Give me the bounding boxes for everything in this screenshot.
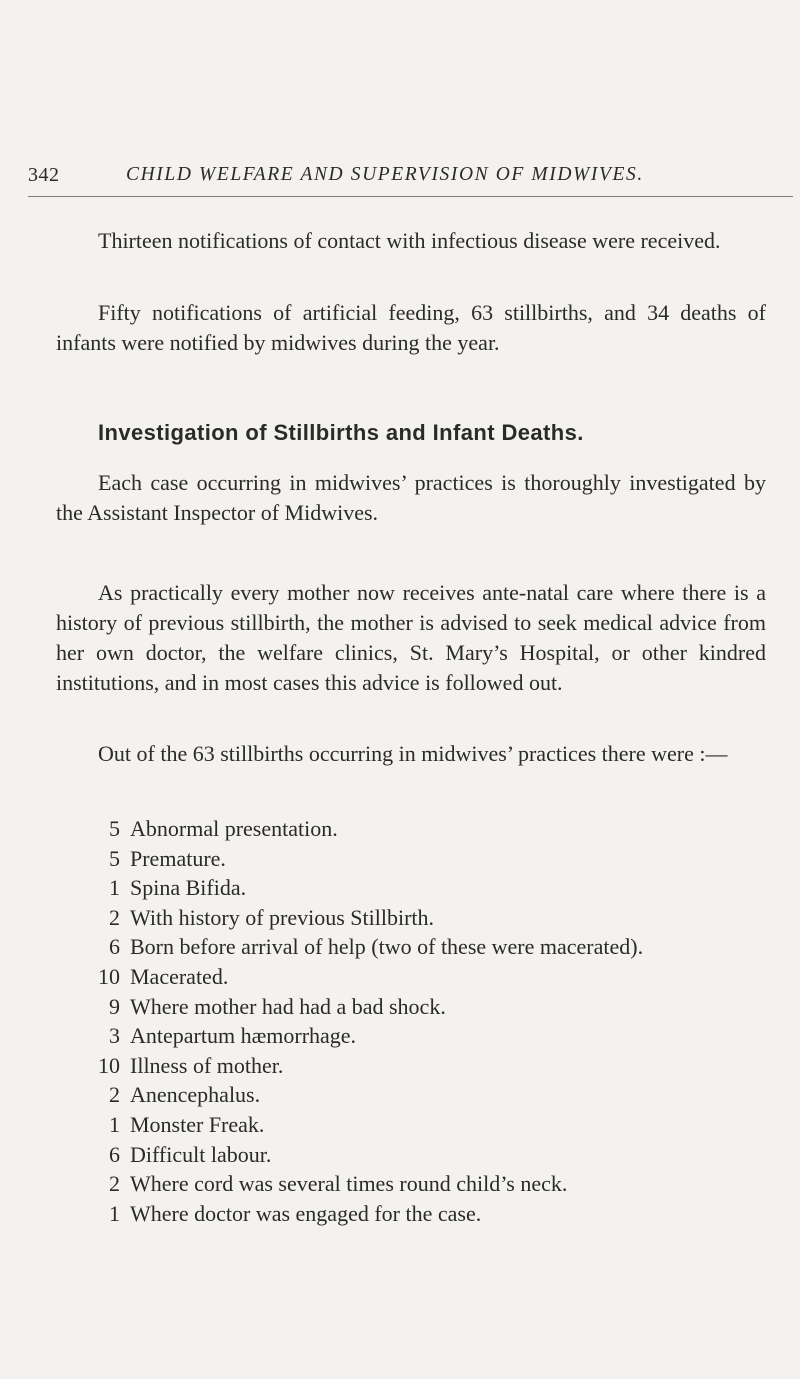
cause-count: 6 <box>109 1141 120 1167</box>
header-rule <box>28 196 793 197</box>
cause-count: 6 <box>109 934 120 960</box>
list-item <box>90 1140 770 1170</box>
cause-label: Premature. <box>130 845 226 871</box>
list-item <box>90 1051 770 1081</box>
list-item <box>90 1021 770 1051</box>
cause-label: Spina Bifida. <box>130 875 247 901</box>
cause-count: 1 <box>109 1200 120 1226</box>
cause-label: Where mother had had a bad shock. <box>130 993 446 1019</box>
list-item <box>90 1169 770 1199</box>
list-item <box>90 814 770 844</box>
cause-count: 10 <box>98 1052 120 1078</box>
cause-count: 10 <box>98 963 120 989</box>
list-item <box>90 1199 770 1229</box>
cause-label: Antepartum hæmorrhage. <box>130 1023 357 1049</box>
list-item <box>90 903 770 933</box>
list-item <box>90 844 770 874</box>
list-item <box>90 873 770 903</box>
cause-label: Where cord was several times round child’s neck. <box>130 1171 568 1197</box>
cause-count: 5 <box>109 816 120 841</box>
cause-label: Anencephalus. <box>130 1082 261 1108</box>
running-title: CHILD WELFARE AND SUPERVISION OF MIDWIVES. <box>126 164 644 185</box>
page-number: 342 <box>28 164 60 186</box>
cause-label: Abnormal presentation. <box>130 816 338 841</box>
cause-label: With history of previous Stillbirth. <box>130 904 435 930</box>
stillbirth-causes-list <box>90 814 770 1228</box>
cause-label: Where doctor was engaged for the case. <box>130 1200 482 1226</box>
page-header <box>28 164 793 186</box>
paragraph-infectious-contact: Thirteen notifications of contact with infectious disease were received. <box>98 228 721 253</box>
paragraph-investigation: Each case occurring in midwives’ practices is thoroughly investigated by the Assistant Inspector of Midwives. <box>56 470 766 525</box>
paragraph-stillbirth-intro: Out of the 63 stillbirths occurring in midwives’ practices there were :— <box>98 741 728 766</box>
list-item <box>90 1110 770 1140</box>
cause-count: 1 <box>109 1111 120 1137</box>
paragraph-ante-natal-care: As practically every mother now receives ante-natal care where there is a history of previous stillbirth, the mother is advised to seek medical advice from her own doctor, the welfare clinics, St. Mary’s Hospital, or other kindred institutions, and in most cases this advice is followed out. <box>56 580 766 695</box>
cause-label: Monster Freak. <box>130 1111 265 1137</box>
cause-count: 9 <box>109 993 120 1019</box>
cause-count: 2 <box>109 904 120 930</box>
cause-label: Difficult labour. <box>130 1141 272 1167</box>
cause-count: 2 <box>109 1082 120 1108</box>
cause-count: 2 <box>109 1171 120 1197</box>
cause-count: 3 <box>109 1023 120 1049</box>
cause-label: Born before arrival of help (two of these were macerated). <box>130 934 644 960</box>
cause-count: 1 <box>109 875 120 901</box>
cause-label: Illness of mother. <box>130 1052 284 1078</box>
list-item <box>90 1080 770 1110</box>
list-item <box>90 962 770 992</box>
paragraph-notifications: Fifty notifications of artificial feeding, 63 stillbirths, and 34 deaths of infants were notified by midwives during the year. <box>56 300 766 355</box>
cause-count: 5 <box>109 845 120 871</box>
list-item <box>90 932 770 962</box>
list-item <box>90 992 770 1022</box>
section-heading: Investigation of Stillbirths and Infant Deaths. <box>98 420 584 445</box>
cause-label: Macerated. <box>130 963 229 989</box>
